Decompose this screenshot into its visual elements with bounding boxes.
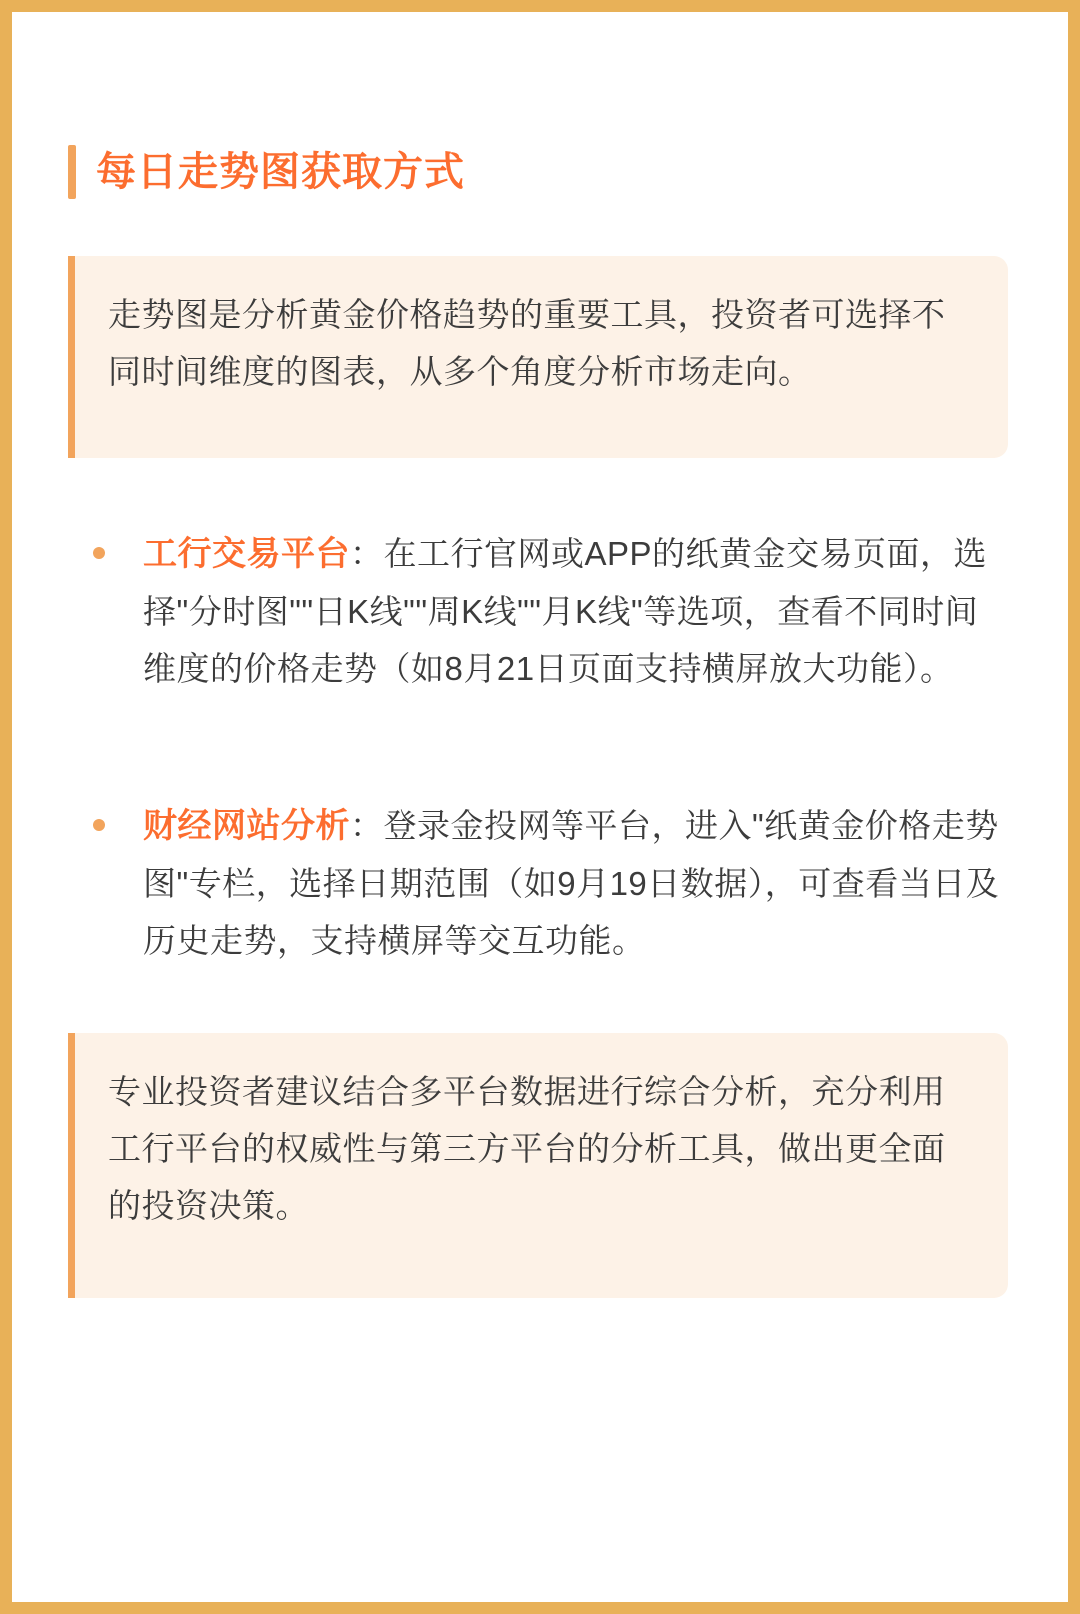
- section-header: [68, 145, 1008, 199]
- bullet-colon: ：: [350, 807, 384, 844]
- bullet-colon: ：: [350, 535, 384, 572]
- bullet-body: 在工行官网或APP的纸黄金交易页面，选择"分时图""日K线""周K线""月K线"等选项，查看不同时间维度的价格走势（如8月21日页面支持横屏放大功能）。: [143, 535, 988, 687]
- intro-callout: [68, 256, 1008, 458]
- bullet-term: 工行交易平台: [143, 535, 350, 573]
- summary-text: 专业投资者建议结合多平台数据进行综合分析，充分利用工行平台的权威性与第三方平台的分析工具，做出更全面的投资决策。: [108, 1073, 946, 1224]
- bullet-body: 登录金投网等平台，进入"纸黄金价格走势图"专栏，选择日期范围（如9月19日数据），可查看当日及历史走势，支持横屏等交互功能。: [143, 807, 1000, 959]
- title-accent-bar: [68, 145, 76, 199]
- summary-callout: [68, 1033, 1008, 1298]
- intro-text: 走势图是分析黄金价格趋势的重要工具，投资者可选择不同时间维度的图表，从多个角度分析市场走向。: [108, 296, 946, 390]
- bullet-list: [68, 525, 1008, 969]
- bullet-icon: [93, 819, 105, 831]
- page-title: 每日走势图获取方式: [96, 150, 465, 194]
- bullet-term: 财经网站分析: [143, 807, 350, 845]
- list-item: [68, 525, 1008, 697]
- bullet-icon: [93, 547, 105, 559]
- bullet-paragraph: [143, 525, 1008, 697]
- list-item: [68, 797, 1008, 969]
- article: [12, 12, 1068, 1298]
- bullet-paragraph: [143, 797, 1008, 969]
